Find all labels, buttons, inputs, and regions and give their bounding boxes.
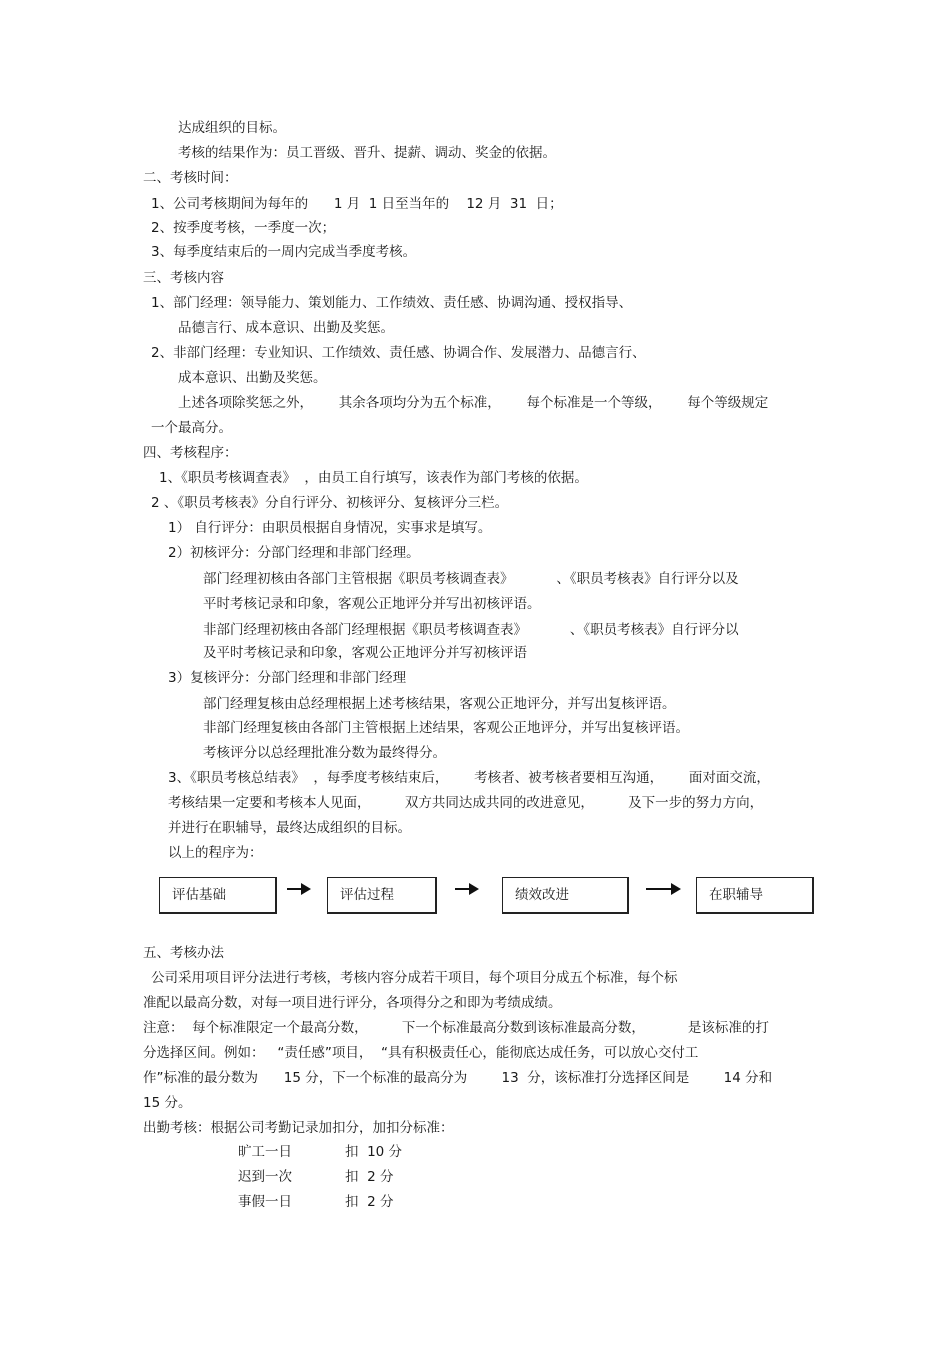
text-line: 1、公司考核期间为每年的 1 月 1 日至当年的 12 月 31 日； — [151, 196, 563, 212]
flow-step-box: 绩效改进 — [502, 877, 629, 914]
flow-step-box: 在职辅导 — [696, 877, 814, 914]
flow-step-box: 评估过程 — [327, 877, 437, 914]
text-line: 考核结果一定要和考核本人见面， 双方共同达成共同的改进意见， 及下一步的努力方向， — [168, 795, 764, 811]
text-line: 达成组织的目标。 — [178, 120, 286, 136]
text-line: 3）复核评分：分部门经理和非部门经理 — [168, 670, 407, 686]
text-line: 2、非部门经理：专业知识、工作绩效、责任感、协调合作、发展潜力、品德言行、 — [151, 345, 646, 361]
text-line: 2 、《职员考核表》分自行评分、初核评分、复核评分三栏。 — [151, 495, 509, 511]
text-line: 注意： 每个标准限定一个最高分数， 下一个标准最高分数到该标准最高分数， 是该标准的打 — [143, 1020, 769, 1036]
deduction-item: 旷工一日 — [238, 1144, 292, 1160]
text-line: 并进行在职辅导，最终达成组织的目标。 — [168, 820, 411, 836]
text-line: 2）初核评分：分部门经理和非部门经理。 — [168, 545, 420, 561]
flow-step-box: 评估基础 — [159, 877, 277, 914]
text-line: 非部门经理初核由各部门经理根据《职员考核调查表》 、《职员考核表》自行评分以 — [203, 622, 739, 638]
arrow-right-icon — [646, 881, 681, 897]
text-line: 3、每季度结束后的一周内完成当季度考核。 — [151, 244, 417, 260]
text-line: 部门经理复核由总经理根据上述考核结果，客观公正地评分，并写出复核评语。 — [203, 696, 676, 712]
text-line: 作”标准的最分数为 15 分，下一个标准的最高分为 13 分，该标准打分选择区间是 14 分和 — [143, 1070, 773, 1086]
text-line: 部门经理初核由各部门主管根据《职员考核调查表》 、《职员考核表》自行评分以及 — [203, 571, 739, 587]
text-line: 准配以最高分数，对每一项目进行评分，各项得分之和即为考绩成绩。 — [143, 995, 562, 1011]
section-heading: 四、考核程序： — [143, 445, 238, 461]
deduction-item: 事假一日 — [238, 1194, 292, 1210]
text-line: 1、部门经理：领导能力、策划能力、工作绩效、责任感、协调沟通、授权指导、 — [151, 295, 633, 311]
deduction-points: 扣 10 分 — [345, 1144, 403, 1160]
section-heading: 二、考核时间： — [143, 170, 238, 186]
text-line: 考核评分以总经理批准分数为最终得分。 — [203, 745, 446, 761]
deduction-item: 迟到一次 — [238, 1169, 292, 1185]
text-line: 15 分。 — [143, 1095, 192, 1111]
text-line: 1） 自行评分：由职员根据自身情况，实事求是填写。 — [168, 520, 492, 536]
arrow-right-icon — [287, 881, 311, 897]
arrow-right-icon — [455, 881, 479, 897]
text-line: 一个最高分。 — [151, 420, 232, 436]
text-line: 及平时考核记录和印象，客观公正地评分并写初核评语 — [203, 645, 527, 661]
section-heading: 三、考核内容 — [143, 270, 224, 286]
text-line: 品德言行、成本意识、出勤及奖惩。 — [178, 320, 394, 336]
text-line: 成本意识、出勤及奖惩。 — [178, 370, 327, 386]
text-line: 2、按季度考核，一季度一次； — [151, 220, 336, 236]
text-line: 非部门经理复核由各部门主管根据上述结果，客观公正地评分，并写出复核评语。 — [203, 720, 689, 736]
text-line: 出勤考核：根据公司考勤记录加扣分，加扣分标准： — [143, 1120, 454, 1136]
text-line: 考核的结果作为：员工晋级、晋升、提薪、调动、奖金的依据。 — [178, 145, 556, 161]
text-line: 1、《职员考核调查表》 ，由员工自行填写，该表作为部门考核的依据。 — [159, 470, 588, 486]
text-line: 以上的程序为： — [168, 845, 263, 861]
text-line: 上述各项除奖惩之外， 其余各项均分为五个标准， 每个标准是一个等级， 每个等级规定 — [178, 395, 769, 411]
text-line: 分选择区间。例如： “责任感”项目， “具有积极责任心，能彻底达成任务，可以放心交付工 — [143, 1045, 699, 1061]
deduction-points: 扣 2 分 — [345, 1169, 394, 1185]
text-line: 平时考核记录和印象，客观公正地评分并写出初核评语。 — [203, 596, 541, 612]
section-heading: 五、考核办法 — [143, 945, 224, 961]
text-line: 公司采用项目评分法进行考核，考核内容分成若干项目，每个项目分成五个标准，每个标 — [151, 970, 678, 986]
deduction-points: 扣 2 分 — [345, 1194, 394, 1210]
text-line: 3、《职员考核总结表》 ，每季度考核结束后， 考核者、被考核者要相互沟通， 面对面交流， — [168, 770, 770, 786]
